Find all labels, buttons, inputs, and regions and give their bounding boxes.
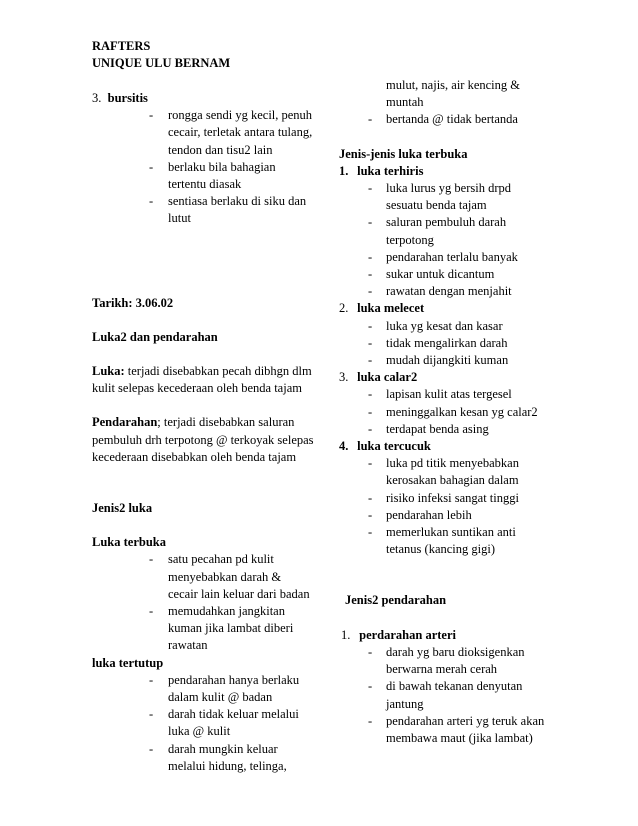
terhiris-list <box>339 180 549 300</box>
luka-terbuka-list <box>92 551 314 654</box>
list-item: - tidak mengalirkan darah <box>339 335 549 352</box>
arteri-list <box>339 644 549 747</box>
list-item: - pendarahan lebih <box>339 507 549 524</box>
list-item: - luka lurus yg bersih drpd sesuatu benda tajam <box>339 180 549 214</box>
list-item: - pendarahan hanya berlaku dalam kulit @ badan <box>92 672 314 706</box>
list-item: - berlaku bila bahagian tertentu diasak <box>92 159 314 193</box>
list-item: - bertanda @ tidak bertanda <box>339 111 549 128</box>
list-item: - luka pd titik menyebabkan kerosakan bahagian dalam <box>339 455 549 489</box>
list-item: - memerlukan suntikan anti tetanus (kancing gigi) <box>339 524 549 558</box>
list-item: - sukar untuk dicantum <box>339 266 549 283</box>
section-heading: 4. luka tercucuk <box>339 439 431 454</box>
bursitis-heading: 3. bursitis <box>92 91 148 105</box>
list-item: - memudahkan jangkitan kuman jika lambat diberi rawatan <box>92 603 314 655</box>
pendarahan-definition: Pendarahan; terjadi disebabkan saluran pembuluh drh terpotong @ terkoyak selepas kecederaan disebabkan oleh benda tajam <box>92 415 314 464</box>
list-item: - pendarahan arteri yg teruk akan membawa maut (jika lambat) <box>339 713 549 747</box>
section-heading-luka-pendarahan: Luka2 dan pendarahan <box>92 329 218 344</box>
header-line-1: RAFTERS <box>92 39 151 53</box>
list-item: - sentiasa berlaku di siku dan lutut <box>92 193 314 227</box>
list-item: - mudah dijangkiti kuman <box>339 352 549 369</box>
jenis-pendarahan-heading: Jenis2 pendarahan <box>345 593 447 608</box>
melecet-list <box>339 318 549 370</box>
list-item: - pendarahan terlalu banyak <box>339 249 549 266</box>
list-item: - risiko infeksi sangat tinggi <box>339 490 549 507</box>
list-item: - rawatan dengan menjahit <box>339 283 549 300</box>
bursitis-list <box>92 107 314 227</box>
section-heading: 3. luka calar2 <box>339 370 418 385</box>
right-column <box>339 77 549 747</box>
list-item: - darah mungkin keluar melalui hidung, telinga, <box>92 741 314 775</box>
jenis-luka-heading: Jenis2 luka <box>92 501 153 516</box>
list-item: - saluran pembuluh darah terpotong <box>339 214 549 248</box>
luka-terbuka-heading: Luka terbuka <box>92 535 166 550</box>
list-item: - luka yg kesat dan kasar <box>339 318 549 335</box>
arteri-heading: 1. perdarahan arteri <box>341 627 456 642</box>
list-item: - di bawah tekanan denyutan jantung <box>339 678 549 712</box>
list-item: - rongga sendi yg kecil, penuh cecair, terletak antara tulang, tendon dan tisu2 lain <box>92 107 314 159</box>
list-item: - terdapat benda asing <box>339 421 549 438</box>
header-line-2: UNIQUE ULU BERNAM <box>92 56 231 70</box>
tercucuk-list <box>339 455 549 558</box>
list-item: - darah tidak keluar melalui luka @ kulit <box>92 706 314 740</box>
luka-tertutup-list <box>92 672 314 775</box>
luka-definition: Luka: terjadi disebabkan pecah dibhgn dlm kulit selepas kecederaan oleh benda tajam <box>92 364 312 396</box>
luka-tertutup-heading: luka tertutup <box>92 655 164 670</box>
list-item: - meninggalkan kesan yg calar2 <box>339 404 549 421</box>
jenis-luka-terbuka-heading: Jenis-jenis luka terbuka <box>339 146 468 161</box>
continued-list <box>339 111 549 128</box>
date-label: Tarikh: 3.06.02 <box>92 295 174 310</box>
section-heading: 2. luka melecet <box>339 301 425 316</box>
section-heading: 1. luka terhiris <box>339 163 424 178</box>
list-item: - satu pecahan pd kulit menyebabkan darah & cecair lain keluar dari badan <box>92 551 314 603</box>
list-item: - lapisan kulit atas tergesel <box>339 386 549 403</box>
left-column <box>92 90 314 775</box>
calar-list <box>339 386 549 438</box>
list-item: - darah yg baru dioksigenkan berwarna merah cerah <box>339 644 549 678</box>
continued-text: mulut, najis, air kencing & muntah <box>386 78 521 110</box>
